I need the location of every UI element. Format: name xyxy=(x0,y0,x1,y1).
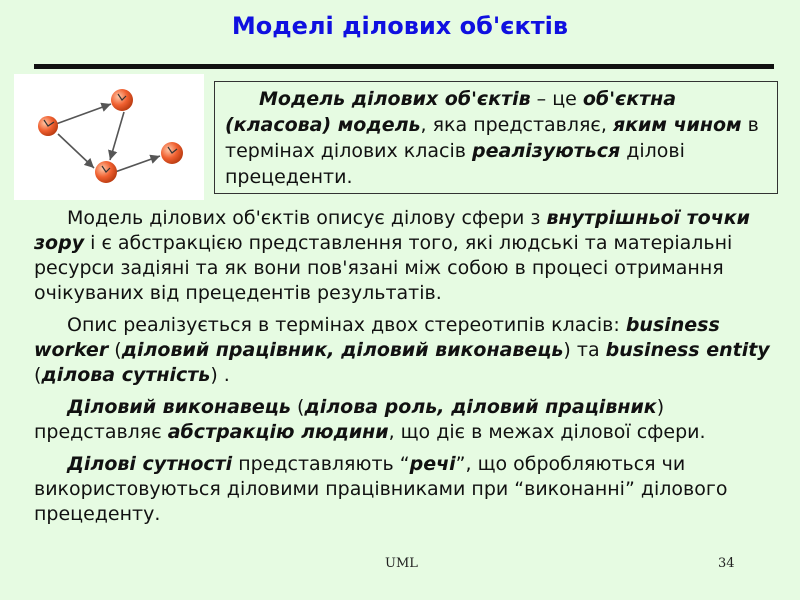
title-divider xyxy=(34,64,774,69)
paragraph-2: Опис реалізується в термінах двох стереотипів класів: business worker (діловий працівник, діловий виконавець) та business entity (ділова сутність) . xyxy=(34,314,770,386)
paragraph-1: Модель ділових об'єктів описує ділову сфери з внутрішньої точки зору і є абстракцією представлення того, які людські та матеріальні ресурси задіяні та як вони пов'язані між собою в процесі отримання очікуваних від прецедентів результатів. xyxy=(34,207,750,304)
footer-label: UML xyxy=(385,556,418,571)
definition-term: Модель ділових об'єктів xyxy=(259,88,531,110)
body-text xyxy=(34,206,774,534)
definition-box: Модель ділових об'єктів – це об'єктна (класова) модель, яка представляє, яким чином в термінах ділових класів реалізуються ділові прецеденти. xyxy=(214,81,778,194)
paragraph-3: Діловий виконавець (ділова роль, діловий працівник) представляє абстракцію людини, що діє в межах ділової сфери. xyxy=(34,396,706,443)
page-title: Моделі ділових об'єктів xyxy=(231,12,569,40)
object-network-icon xyxy=(14,74,204,200)
page-number: 34 xyxy=(718,556,735,571)
paragraph-4: Ділові сутності представляють “речі”, що обробляються чи використовуються діловими працівниками при “виконанні” ділового прецеденту. xyxy=(34,453,728,525)
